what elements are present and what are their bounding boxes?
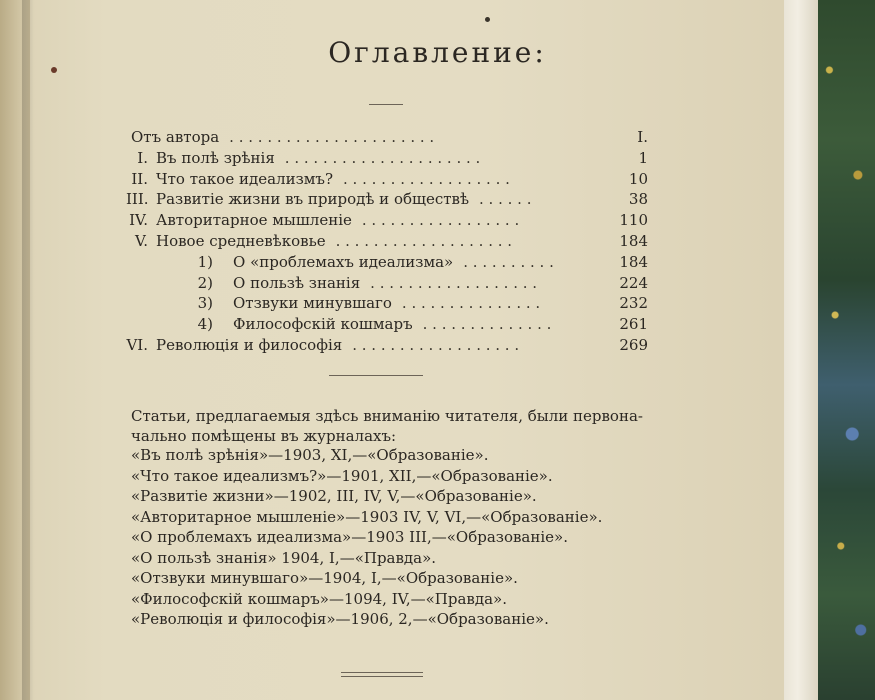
publication-item: «Отзвуки минувшаго»—1904, I,—«Образованіе». [131,569,518,587]
toc-leader-dots: . . . . . . . . . . . . . . [422,315,552,334]
publication-item: «Философскій кошмаръ»—1094, IV,—«Правда». [131,589,507,608]
page-title: Оглавление: [328,36,547,69]
toc-label: Новое средневѣковье [156,232,326,250]
publication-item: «О проблемахъ идеализма»—1903 III,—«Образованіе». [131,528,568,546]
toc-number: III. [126,190,149,209]
toc-label: Въ полѣ зрѣнія [156,148,275,167]
toc-row [0,273,700,293]
publication-item: «Что такое идеализмъ?»—1901, XII,—«Образованіе». [131,466,553,485]
toc-label: О «проблемахъ идеализма» [233,252,454,271]
toc-number: 4) [197,315,213,334]
toc-page-number: I. [637,128,648,146]
toc-number: I. [137,148,148,167]
toc-number: V. [135,232,148,250]
toc-page-number: 224 [619,273,648,292]
toc-number: IV. [129,211,148,230]
toc-label: О пользѣ знанія [233,273,361,292]
ink-dot [485,17,490,22]
toc-leader-dots: . . . . . . [479,190,532,209]
note-line-1: Статьи, предлагаемыя здѣсь вниманію читателя, были первона- [131,407,643,425]
title-divider [369,104,403,105]
toc-leader-dots: . . . . . . . . . . . . . . . [401,294,541,313]
toc-row [0,335,700,355]
page-stack-edge [784,0,818,700]
toc-number: 1) [197,252,213,271]
toc-row [0,231,700,251]
toc-page-number: 184 [619,232,648,250]
section-divider [329,375,423,376]
toc-label: Авторитарное мышленіе [156,211,352,230]
toc-label: Революція и философія [156,336,343,354]
toc-number: VI. [126,336,148,354]
toc-page-number: 10 [628,169,648,188]
toc-leader-dots: . . . . . . . . . . [463,252,554,271]
toc-leader-dots: . . . . . . . . . . . . . . . . . [361,211,520,230]
toc-page-number: 1 [638,148,648,167]
note-line-2: чально помѣщены въ журналахъ: [131,427,397,445]
marbled-endpaper [818,0,875,700]
toc-row [0,189,700,209]
toc-label: Философскій кошмаръ [233,315,413,334]
toc-label: Отъ автора [131,128,220,146]
toc-page-number: 261 [619,315,648,334]
publication-item: «Въ полѣ зрѣнія»—1903, XI,—«Образованіе». [131,446,489,464]
toc-leader-dots: . . . . . . . . . . . . . . . . . . . . . [284,148,481,167]
publication-item: «О пользѣ знанія» 1904, I,—«Правда». [131,548,437,567]
toc-row [0,314,700,334]
toc-leader-dots: . . . . . . . . . . . . . . . . . . [343,169,510,188]
toc-leader-dots: . . . . . . . . . . . . . . . . . . [352,336,520,354]
toc-label: Отзвуки минувшаго [233,294,392,313]
toc-leader-dots: . . . . . . . . . . . . . . . . . . [370,273,538,292]
toc-row [0,293,700,313]
publication-item: «Авторитарное мышленіе»—1903 IV, V, VI,—«Образованіе». [131,507,603,526]
toc-label: Развитіе жизни въ природѣ и обществѣ [156,190,470,209]
toc-page-number: 110 [619,211,648,230]
publication-item: «Развитіе жизни»—1902, III, IV, V,—«Образованіе». [131,487,537,505]
toc-number: II. [131,169,148,188]
toc-leader-dots: . . . . . . . . . . . . . . . . . . . [335,232,513,250]
toc-row [0,148,700,168]
bottom-divider-1 [341,672,423,673]
toc-row [0,169,700,189]
toc-label: Что такое идеализмъ? [156,169,333,188]
bottom-divider-2 [341,676,423,677]
toc-row [0,127,700,147]
toc-page-number: 269 [619,336,648,354]
toc-number: 2) [197,273,213,292]
toc-leader-dots: . . . . . . . . . . . . . . . . . . . . . . [229,128,435,146]
toc-row [0,252,700,272]
toc-page-number: 38 [628,190,648,209]
toc-page-number: 184 [619,252,648,271]
toc-page-number: 232 [619,294,648,313]
toc-row [0,210,700,230]
publication-item: «Революція и философія»—1906, 2,—«Образованіе». [131,610,549,628]
toc-number: 3) [197,294,213,313]
